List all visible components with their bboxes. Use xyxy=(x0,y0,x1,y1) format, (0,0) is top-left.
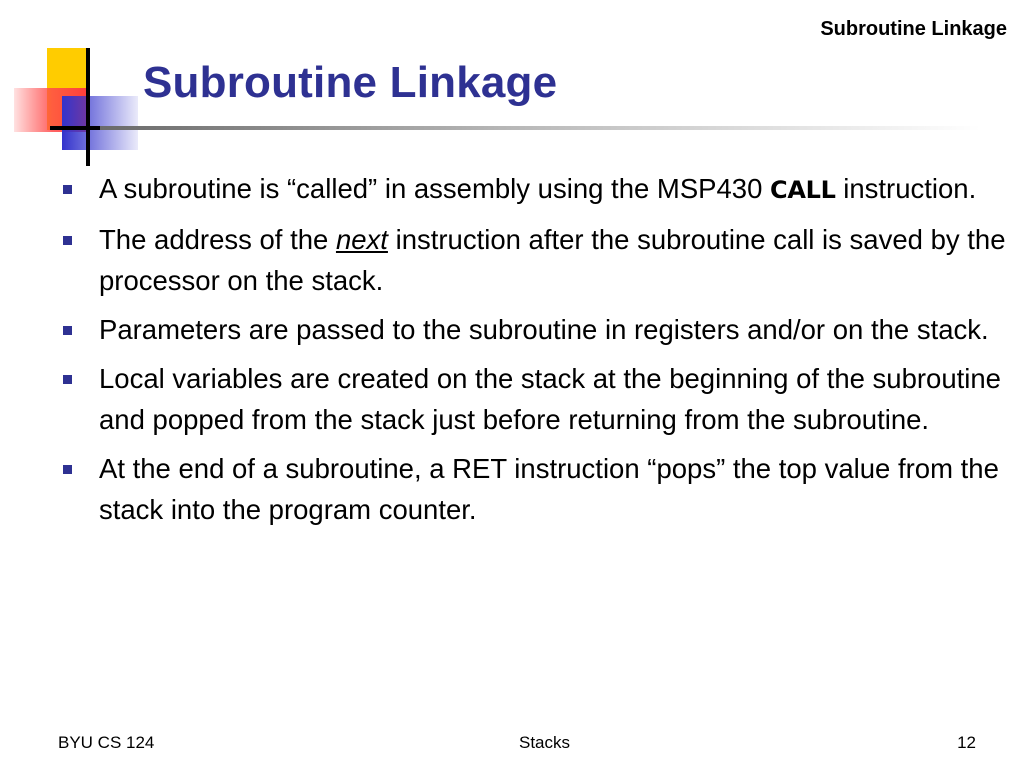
bullet-text: instruction. xyxy=(835,173,977,204)
bullet-text: The address of the xyxy=(99,224,336,255)
header-section-title: Subroutine Linkage xyxy=(820,18,1007,40)
square-bullet-icon xyxy=(63,236,72,245)
bullet-text: Parameters are passed to the subroutine in registers and/or on the stack. xyxy=(99,314,989,345)
bullet-item xyxy=(58,448,1008,530)
square-bullet-icon xyxy=(63,326,72,335)
bullet-item xyxy=(58,219,1008,301)
title-divider xyxy=(100,126,980,130)
bullet-item xyxy=(58,168,1008,211)
square-bullet-icon xyxy=(63,465,72,474)
bullet-text: A subroutine is “called” in assembly using the MSP430 xyxy=(99,173,771,204)
page-number: 12 xyxy=(957,733,976,752)
slide-title: Subroutine Linkage xyxy=(143,58,558,107)
bullet-text: instruction after the subroutine call is saved by the processor on the stack. xyxy=(99,224,1006,296)
square-bullet-icon xyxy=(63,375,72,384)
footer-course: BYU CS 124 xyxy=(58,733,155,752)
emphasis-next: next xyxy=(335,224,388,255)
bullet-list xyxy=(58,168,1008,538)
footer-topic: Stacks xyxy=(519,733,571,752)
square-bullet-icon xyxy=(63,185,72,194)
bullet-item xyxy=(58,309,1008,350)
bullet-text: Local variables are created on the stack at the beginning of the subroutine and popped from the stack just before returning from the subroutine. xyxy=(99,363,1001,435)
call-instruction-code: CALL xyxy=(770,176,836,204)
bullet-item xyxy=(58,358,1008,440)
bullet-text: At the end of a subroutine, a RET instruction “pops” the top value from the stack into the program counter. xyxy=(99,453,999,525)
